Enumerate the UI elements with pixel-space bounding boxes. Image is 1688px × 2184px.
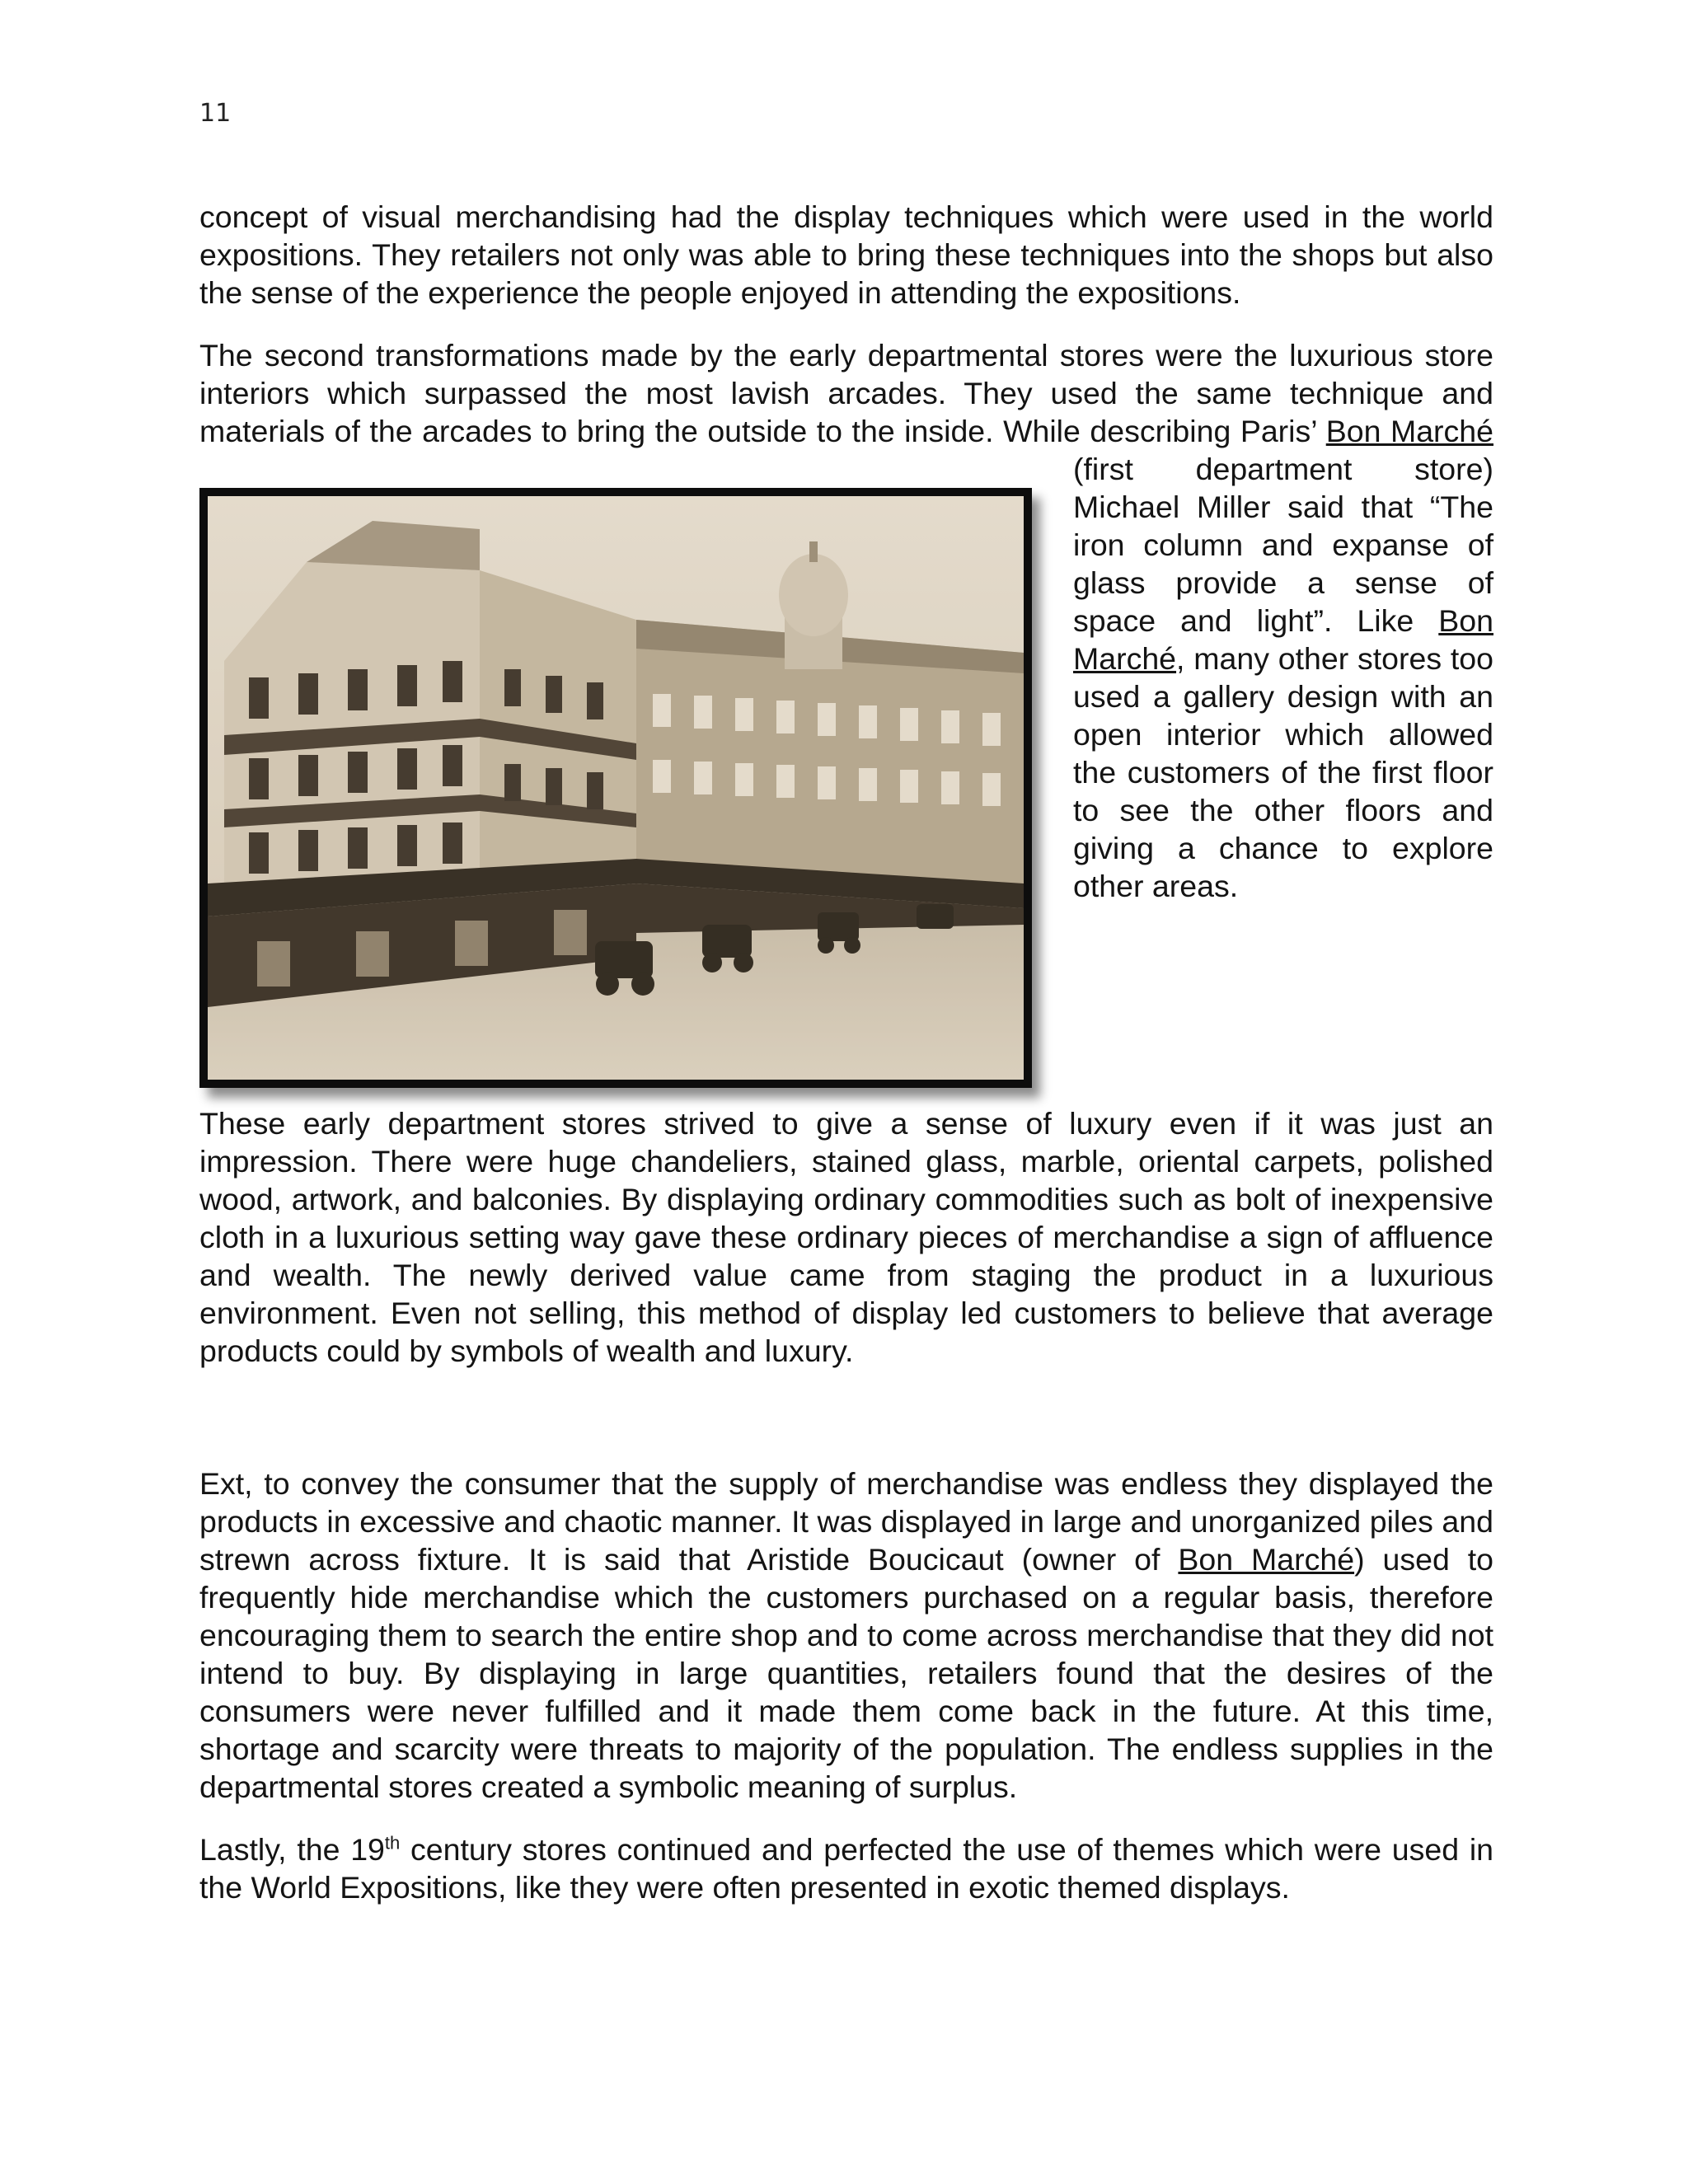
bon-marche-link-3[interactable]: Bon Marché xyxy=(1178,1542,1355,1577)
paragraph-2-intro: The second transformations made by the early departmental stores were the luxurious store interiors which surpassed the most lavish arcades. They used the same technique and materials of the arcades to bring the outside to the inside. While describing Paris’ xyxy=(199,338,1493,448)
paragraph-4 xyxy=(199,1465,1493,1806)
bon-marche-link-1[interactable]: Bon Marché xyxy=(1325,414,1493,448)
bon-marche-photo xyxy=(199,488,1032,1088)
paragraph-3: These early department stores strived to give a sense of luxury even if it was just an impression. There were huge chandeliers, stained glass, marble, oriental carpets, polished wood, artwork, and balconies. By displaying ordinary commodities such as bolt of inexpensive cloth in a luxurious setting way gave these ordinary pieces of merchandise a sign of affluence and wealth. The newly derived value came from staging the product in a luxurious environment. Even not selling, this method of display led customers to believe that average products could by symbols of wealth and luxury. xyxy=(199,1106,1493,1368)
paragraph-4-end: ) used to frequently hide merchandise which the customers purchased on a regular basis, therefore encouraging them to search the entire shop and to come across merchandise that they did not intend to buy. By displaying in large quantities, retailers found that the desires of the consumers were never fulfilled and it made them come back in the future. At this time, shortage and scarcity were threats to majority of the population. The endless supplies in the departmental stores created a symbolic meaning of surplus. xyxy=(199,1542,1493,1804)
paragraph-2 xyxy=(199,336,1493,905)
paragraph-5-intro: Lastly, the 19 xyxy=(199,1832,385,1867)
paragraph-2-middle: (first department store) Michael Miller said that “The iron column and expanse of glass provide a sense of space and light”. Like xyxy=(1073,452,1493,638)
paragraph-1: concept of visual merchandising had the display techniques which were used in the world expositions. They retailers not only was able to bring these techniques into the shops but also the sense of the experience the people enjoyed in attending the expositions. xyxy=(199,199,1493,310)
bon-marche-photo-drawing xyxy=(208,496,1024,1080)
document-body xyxy=(199,198,1493,1931)
paragraph-5-end: century stores continued and perfected the use of themes which were used in the World Expositions, like they were often presented in exotic themed displays. xyxy=(199,1832,1493,1905)
page-number: 11 xyxy=(199,99,232,128)
paragraph-2-end: , many other stores too used a gallery design with an open interior which allowed the customers of the first floor to see the other floors and giving a chance to explore other areas. xyxy=(1073,641,1493,903)
bon-marche-link-2[interactable]: Bon Marché xyxy=(1073,603,1493,676)
paragraph-4-intro: Ext, to convey the consumer that the supply of merchandise was endless they displayed the products in excessive and chaotic manner. It was displayed in large and unorganized piles and strewn across fixture. It is said that Aristide Boucicaut (owner of xyxy=(199,1466,1493,1577)
paragraph-5 xyxy=(199,1830,1493,1906)
superscript-th: th xyxy=(384,1832,401,1854)
